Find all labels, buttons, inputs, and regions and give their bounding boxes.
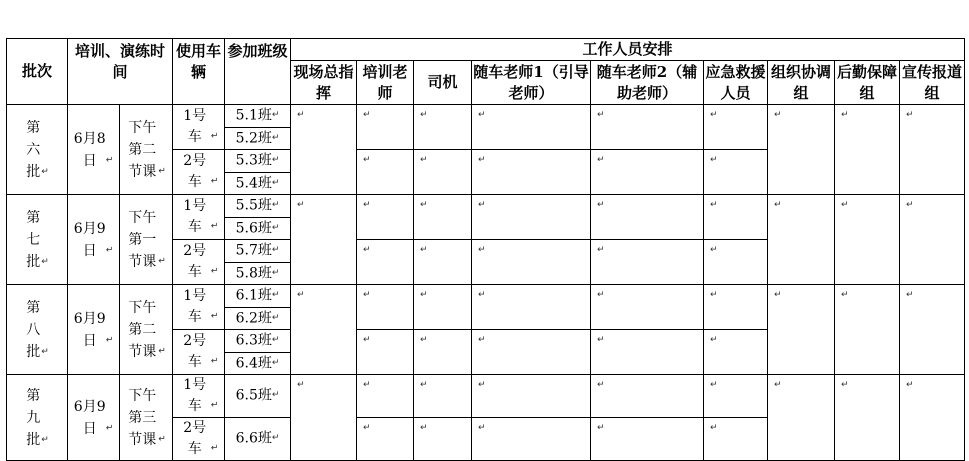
paragraph-mark: ↵: [363, 200, 371, 210]
class-name-text: 5.5班: [235, 197, 272, 214]
driver-cell: [414, 105, 472, 150]
paragraph-mark: ↵: [420, 245, 428, 255]
table-row: [7, 375, 965, 418]
header-staff-group: 工作人员安排: [291, 39, 965, 61]
paragraph-mark: ↵: [710, 155, 718, 165]
driver-cell: [414, 375, 472, 418]
paragraph-mark: ↵: [271, 132, 280, 143]
paragraph-mark: ↵: [478, 245, 486, 255]
assistant-teacher-cell: [591, 150, 704, 195]
logistics-cell: [835, 375, 900, 461]
class-name: [225, 262, 291, 285]
paragraph-mark: ↵: [478, 155, 486, 165]
vehicle-label: [173, 285, 225, 330]
paragraph-mark: ↵: [41, 346, 49, 357]
batch-date: [68, 105, 120, 195]
trainer-cell: [357, 418, 414, 461]
rescue-cell: [704, 375, 768, 418]
paragraph-mark: ↵: [297, 110, 305, 120]
header-role: 随车老师2（辅助老师）: [591, 61, 704, 105]
logistics-cell: [835, 195, 900, 285]
paragraph-mark: ↵: [841, 290, 849, 300]
batch-date-text: 6月9日: [73, 398, 106, 437]
paragraph-mark: ↵: [271, 312, 280, 323]
assistant-teacher-cell: [591, 285, 704, 330]
paragraph-mark: ↵: [297, 200, 305, 210]
paragraph-mark: ↵: [210, 356, 219, 367]
vehicle-label-text: 1号车: [183, 377, 207, 414]
paragraph-mark: ↵: [271, 390, 280, 401]
paragraph-mark: ↵: [420, 290, 428, 300]
batch-period: [120, 105, 173, 195]
paragraph-mark: ↵: [363, 110, 371, 120]
paragraph-mark: ↵: [363, 423, 371, 433]
paragraph-mark: ↵: [478, 290, 486, 300]
rescue-cell: [704, 330, 768, 375]
class-name: [225, 307, 291, 330]
paragraph-mark: ↵: [271, 433, 280, 444]
class-name: [225, 285, 291, 308]
class-name: [225, 418, 291, 461]
class-name-text: 5.4班: [235, 175, 272, 191]
driver-cell: [414, 195, 472, 240]
paragraph-mark: ↵: [478, 380, 486, 390]
assistant-teacher-cell: [591, 330, 704, 375]
batch-date-text: 6月9日: [73, 220, 106, 259]
rescue-cell: [704, 150, 768, 195]
paragraph-mark: ↵: [271, 155, 280, 165]
rescue-cell: [704, 240, 768, 285]
paragraph-mark: ↵: [710, 290, 718, 300]
paragraph-mark: ↵: [297, 380, 305, 390]
trainer-cell: [357, 150, 414, 195]
commander-cell: [291, 105, 357, 195]
vehicle-label: [173, 375, 225, 418]
paragraph-mark: ↵: [841, 380, 849, 390]
trainer-cell: [357, 240, 414, 285]
paragraph-mark: ↵: [271, 267, 280, 278]
paragraph-mark: ↵: [597, 380, 605, 390]
publicity-cell: [900, 105, 965, 195]
paragraph-mark: ↵: [710, 380, 718, 390]
trainer-cell: [357, 195, 414, 240]
header-role: 现场总指挥: [291, 61, 357, 105]
paragraph-mark: ↵: [420, 110, 428, 120]
vehicle-label-text: 2号车: [183, 243, 207, 280]
paragraph-mark: ↵: [210, 176, 219, 187]
vehicle-label-text: 1号车: [183, 108, 207, 145]
header-time: 培训、演练时间: [68, 39, 173, 105]
rescue-cell: [704, 195, 768, 240]
paragraph-mark: ↵: [597, 110, 605, 120]
batch-date: [68, 375, 120, 461]
paragraph-mark: ↵: [597, 155, 605, 165]
batch-date: [68, 285, 120, 375]
vehicle-label: [173, 240, 225, 285]
paragraph-mark: ↵: [420, 200, 428, 210]
publicity-cell: [900, 195, 965, 285]
paragraph-mark: ↵: [597, 423, 605, 433]
paragraph-mark: ↵: [420, 155, 428, 165]
paragraph-mark: ↵: [271, 357, 280, 368]
batch-period: [120, 285, 173, 375]
coordination-cell: [768, 285, 835, 375]
paragraph-mark: ↵: [597, 200, 605, 210]
vehicle-label-text: 1号车: [183, 198, 207, 235]
paragraph-mark: ↵: [271, 222, 280, 233]
vehicle-label-text: 2号车: [183, 153, 207, 190]
trainer-cell: [357, 375, 414, 418]
paragraph-mark: ↵: [105, 155, 114, 165]
paragraph-mark: ↵: [710, 423, 718, 433]
paragraph-mark: ↵: [597, 335, 605, 345]
paragraph-mark: ↵: [478, 335, 486, 345]
paragraph-mark: ↵: [271, 290, 280, 300]
batch-name: [7, 195, 68, 285]
batch-period-text: 下午第二节课: [128, 299, 157, 360]
batch-name-text: 第八批: [26, 299, 41, 360]
header-classes: 参加班级: [225, 39, 291, 105]
class-name-text: 6.4班: [235, 355, 272, 371]
paragraph-mark: ↵: [271, 110, 280, 120]
paragraph-mark: ↵: [210, 443, 219, 454]
header-role: 后勤保障组: [835, 61, 900, 105]
batch-name: [7, 105, 68, 195]
guide-teacher-cell: [472, 418, 591, 461]
paragraph-mark: ↵: [841, 200, 849, 210]
class-name-text: 5.8班: [235, 265, 272, 281]
assistant-teacher-cell: [591, 105, 704, 150]
batch-period-text: 下午第二节课: [128, 119, 157, 180]
coordination-cell: [768, 105, 835, 195]
paragraph-mark: ↵: [210, 221, 219, 232]
paragraph-mark: ↵: [158, 434, 166, 444]
trainer-cell: [357, 285, 414, 330]
assistant-teacher-cell: [591, 240, 704, 285]
paragraph-mark: ↵: [363, 380, 371, 390]
paragraph-mark: ↵: [158, 256, 166, 266]
assistant-teacher-cell: [591, 375, 704, 418]
paragraph-mark: ↵: [774, 200, 782, 210]
rescue-cell: [704, 418, 768, 461]
class-name-text: 6.3班: [235, 332, 272, 349]
batch-name-text: 第七批: [26, 209, 41, 270]
class-name: [225, 375, 291, 418]
paragraph-mark: ↵: [478, 200, 486, 210]
paragraph-mark: ↵: [41, 434, 49, 445]
guide-teacher-cell: [472, 240, 591, 285]
batch-date: [68, 195, 120, 285]
guide-teacher-cell: [472, 330, 591, 375]
class-name: [225, 105, 291, 128]
paragraph-mark: ↵: [271, 245, 280, 255]
paragraph-mark: ↵: [271, 177, 280, 188]
paragraph-mark: ↵: [105, 423, 114, 433]
vehicle-label-text: 1号车: [183, 288, 207, 325]
paragraph-mark: ↵: [158, 346, 166, 356]
driver-cell: [414, 285, 472, 330]
paragraph-mark: ↵: [774, 290, 782, 300]
batch-name-text: 第九批: [26, 387, 41, 448]
paragraph-mark: ↵: [210, 131, 219, 142]
class-name: [225, 217, 291, 240]
paragraph-mark: ↵: [363, 335, 371, 345]
driver-cell: [414, 418, 472, 461]
guide-teacher-cell: [472, 150, 591, 195]
paragraph-mark: ↵: [841, 110, 849, 120]
header-role: 组织协调组: [768, 61, 835, 105]
paragraph-mark: ↵: [363, 290, 371, 300]
batch-date-text: 6月9日: [73, 310, 106, 349]
rescue-cell: [704, 105, 768, 150]
paragraph-mark: ↵: [774, 380, 782, 390]
paragraph-mark: ↵: [210, 266, 219, 277]
paragraph-mark: ↵: [41, 166, 49, 177]
vehicle-label-text: 2号车: [183, 420, 207, 457]
guide-teacher-cell: [472, 105, 591, 150]
class-name-text: 6.6班: [235, 430, 272, 447]
paragraph-mark: ↵: [710, 245, 718, 255]
class-name-text: 5.6班: [235, 220, 272, 236]
paragraph-mark: ↵: [906, 200, 914, 210]
class-name-text: 6.2班: [235, 310, 272, 326]
logistics-cell: [835, 105, 900, 195]
logistics-cell: [835, 285, 900, 375]
header-role: 宣传报道组: [900, 61, 965, 105]
paragraph-mark: ↵: [420, 423, 428, 433]
trainer-cell: [357, 330, 414, 375]
vehicle-label: [173, 418, 225, 461]
vehicle-label-text: 2号车: [183, 333, 207, 370]
class-name-text: 5.1班: [235, 107, 272, 124]
class-name: [225, 330, 291, 353]
assistant-teacher-cell: [591, 418, 704, 461]
guide-teacher-cell: [472, 285, 591, 330]
table-row: [7, 105, 965, 128]
trainer-cell: [357, 105, 414, 150]
paragraph-mark: ↵: [906, 380, 914, 390]
commander-cell: [291, 195, 357, 285]
batch-period: [120, 375, 173, 461]
header-role: 培训老师: [357, 61, 414, 105]
paragraph-mark: ↵: [597, 290, 605, 300]
paragraph-mark: ↵: [41, 256, 49, 267]
vehicle-label: [173, 150, 225, 195]
class-name-text: 6.5班: [235, 387, 272, 404]
class-name-text: 5.7班: [235, 242, 272, 259]
publicity-cell: [900, 285, 965, 375]
schedule-table: [6, 38, 965, 461]
coordination-cell: [768, 375, 835, 461]
paragraph-mark: ↵: [271, 200, 280, 210]
coordination-cell: [768, 195, 835, 285]
batch-date-text: 6月8日: [73, 130, 106, 169]
class-name: [225, 172, 291, 195]
header-role: 随车老师1（引导老师）: [472, 61, 591, 105]
batch-period-text: 下午第三节课: [128, 387, 157, 448]
driver-cell: [414, 150, 472, 195]
guide-teacher-cell: [472, 195, 591, 240]
header-vehicle: 使用车辆: [173, 39, 225, 105]
paragraph-mark: ↵: [710, 110, 718, 120]
paragraph-mark: ↵: [210, 400, 219, 411]
paragraph-mark: ↵: [105, 245, 114, 255]
paragraph-mark: ↵: [710, 335, 718, 345]
paragraph-mark: ↵: [363, 155, 371, 165]
class-name: [225, 352, 291, 375]
driver-cell: [414, 330, 472, 375]
class-name-text: 6.1班: [235, 287, 272, 304]
class-name-text: 5.3班: [235, 152, 272, 169]
class-name: [225, 127, 291, 150]
class-name: [225, 240, 291, 263]
paragraph-mark: ↵: [710, 200, 718, 210]
batch-period: [120, 195, 173, 285]
header-role: 应急救援人员: [704, 61, 768, 105]
vehicle-label: [173, 105, 225, 150]
paragraph-mark: ↵: [271, 335, 280, 345]
paragraph-mark: ↵: [906, 290, 914, 300]
vehicle-label: [173, 195, 225, 240]
class-name: [225, 195, 291, 218]
paragraph-mark: ↵: [906, 110, 914, 120]
paragraph-mark: ↵: [478, 423, 486, 433]
commander-cell: [291, 375, 357, 461]
paragraph-mark: ↵: [420, 335, 428, 345]
paragraph-mark: ↵: [363, 245, 371, 255]
batch-name-text: 第六批: [26, 119, 41, 180]
vehicle-label: [173, 330, 225, 375]
batch-name: [7, 375, 68, 461]
assistant-teacher-cell: [591, 195, 704, 240]
paragraph-mark: ↵: [105, 335, 114, 345]
guide-teacher-cell: [472, 375, 591, 418]
table-row: [7, 195, 965, 218]
table-row: [7, 285, 965, 308]
batch-period-text: 下午第一节课: [128, 209, 157, 270]
driver-cell: [414, 240, 472, 285]
paragraph-mark: ↵: [420, 380, 428, 390]
rescue-cell: [704, 285, 768, 330]
paragraph-mark: ↵: [158, 166, 166, 176]
header-role: 司机: [414, 61, 472, 105]
paragraph-mark: ↵: [597, 245, 605, 255]
commander-cell: [291, 285, 357, 375]
class-name-text: 5.2班: [235, 130, 272, 146]
paragraph-mark: ↵: [297, 290, 305, 300]
publicity-cell: [900, 375, 965, 461]
header-batch: 批次: [7, 39, 68, 105]
paragraph-mark: ↵: [478, 110, 486, 120]
class-name: [225, 150, 291, 173]
paragraph-mark: ↵: [210, 311, 219, 322]
paragraph-mark: ↵: [774, 110, 782, 120]
batch-name: [7, 285, 68, 375]
